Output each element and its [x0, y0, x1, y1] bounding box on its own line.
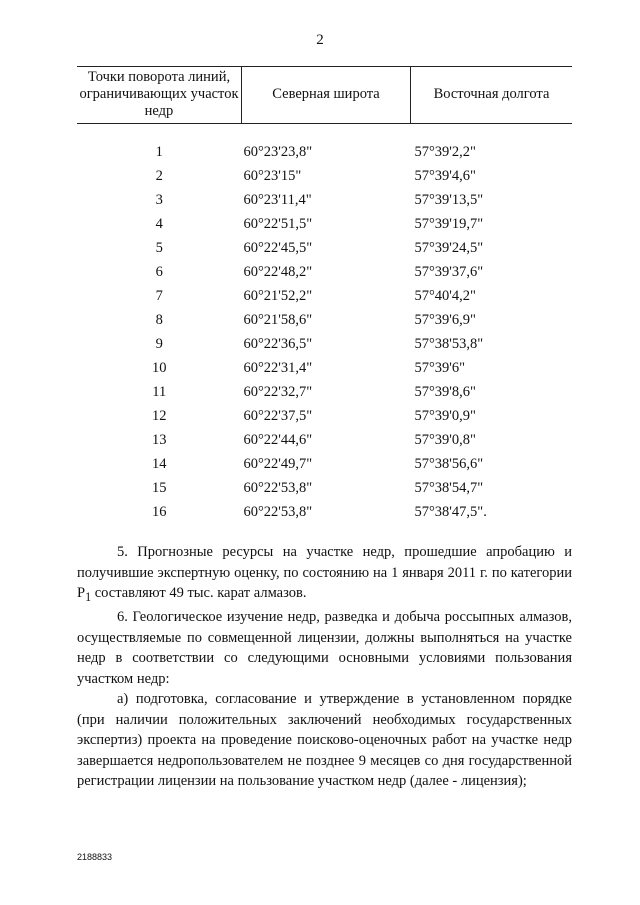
longitude-value: 57°38'56,6"	[414, 456, 484, 472]
longitude-value: 57°39'37,6"	[414, 264, 484, 280]
latitude-value: 60°22'44,6"	[243, 432, 313, 448]
latitude-value: 60°22'49,7"	[243, 456, 313, 472]
latitude-value: 60°22'32,7"	[243, 384, 313, 400]
latitude-value: 60°22'36,5"	[243, 336, 313, 352]
point-number: 4	[155, 216, 163, 232]
table-row	[77, 212, 572, 236]
latitude-value: 60°22'37,5"	[243, 408, 313, 424]
paragraph-5	[77, 542, 572, 607]
longitude-value: 57°40'4,2"	[414, 288, 476, 304]
point-number: 15	[152, 480, 167, 496]
document-body	[77, 542, 572, 792]
table-row	[77, 188, 572, 212]
table-row	[77, 284, 572, 308]
latitude-value: 60°22'48,2"	[243, 264, 313, 280]
header-north-latitude: Северная широта	[242, 67, 411, 124]
point-number: 13	[152, 432, 167, 448]
table-row	[77, 308, 572, 332]
table-row	[77, 500, 572, 524]
latitude-value: 60°22'45,5"	[243, 240, 313, 256]
header-east-longitude: Восточная долгота	[411, 67, 573, 124]
point-number: 5	[155, 240, 163, 256]
page-number: 2	[316, 32, 324, 48]
table-row	[77, 236, 572, 260]
longitude-value: 57°39'4,6"	[414, 168, 476, 184]
table-body	[77, 124, 572, 525]
table-header-row	[77, 67, 572, 124]
longitude-value: 57°39'24,5"	[414, 240, 484, 256]
table-row	[77, 260, 572, 284]
latitude-value: 60°23'15"	[243, 168, 302, 184]
longitude-value: 57°39'0,8"	[414, 432, 476, 448]
latitude-value: 60°21'58,6"	[243, 312, 313, 328]
longitude-value: 57°39'8,6"	[414, 384, 476, 400]
paragraph-5-text: 5. Прогнозные ресурсы на участке недр, прошедшие апробацию и получившие экспертную оценку, по состоянию на 1 января 2011 г. по категории P	[77, 544, 572, 601]
point-number: 10	[152, 360, 167, 376]
paragraph-6: 6. Геологическое изучение недр, разведка и добыча россыпных алмазов, осуществляемые по совмещенной лицензии, должны выполняться на участке недр в соответствии со следующими основными условиями пользования участком недр:	[77, 609, 572, 687]
point-number: 1	[155, 144, 163, 160]
table-row	[77, 380, 572, 404]
point-number: 14	[152, 456, 167, 472]
latitude-value: 60°23'23,8"	[243, 144, 313, 160]
point-number: 11	[152, 384, 167, 400]
longitude-value: 57°39'19,7"	[414, 216, 484, 232]
coordinates-table	[77, 66, 572, 524]
point-number: 16	[152, 504, 167, 520]
latitude-value: 60°22'53,8"	[243, 504, 313, 520]
latitude-value: 60°23'11,4"	[243, 192, 312, 208]
latitude-value: 60°22'31,4"	[243, 360, 313, 376]
point-number: 7	[155, 288, 163, 304]
longitude-value: 57°39'6,9"	[414, 312, 476, 328]
document-code: 2188833	[77, 852, 113, 862]
header-turning-points: Точки поворота линий, ограничивающих участок недр	[77, 67, 242, 124]
table-row	[77, 332, 572, 356]
longitude-value: 57°39'2,2"	[414, 144, 476, 160]
point-number: 12	[152, 408, 167, 424]
table-row	[77, 124, 572, 165]
longitude-value: 57°38'53,8"	[414, 336, 484, 352]
point-number: 2	[155, 168, 163, 184]
table-row	[77, 452, 572, 476]
table-row	[77, 428, 572, 452]
point-number: 9	[155, 336, 163, 352]
longitude-value: 57°39'6"	[414, 360, 466, 376]
category-subscript: 1	[85, 589, 92, 604]
longitude-value: 57°38'54,7"	[414, 480, 484, 496]
table-row	[77, 164, 572, 188]
paragraph-5-text-end: составляют 49 тыс. карат алмазов.	[91, 585, 307, 601]
paragraph-a: а) подготовка, согласование и утверждение в установленном порядке (при наличии положительных заключений необходимых государственных экспертиз) проекта на проведение поисково-оценочных работ на участке недр завершается недропользователем не позднее 9 месяцев со дня государственной регистрации лицензии на пользование участком недр (далее - лицензия);	[77, 691, 572, 790]
longitude-value: 57°39'0,9"	[414, 408, 476, 424]
table-row	[77, 404, 572, 428]
latitude-value: 60°22'51,5"	[243, 216, 313, 232]
table-row	[77, 356, 572, 380]
latitude-value: 60°21'52,2"	[243, 288, 313, 304]
table-row	[77, 476, 572, 500]
point-number: 3	[155, 192, 163, 208]
longitude-value: 57°38'47,5".	[414, 504, 487, 520]
point-number: 6	[155, 264, 163, 280]
point-number: 8	[155, 312, 163, 328]
latitude-value: 60°22'53,8"	[243, 480, 313, 496]
longitude-value: 57°39'13,5"	[414, 192, 484, 208]
